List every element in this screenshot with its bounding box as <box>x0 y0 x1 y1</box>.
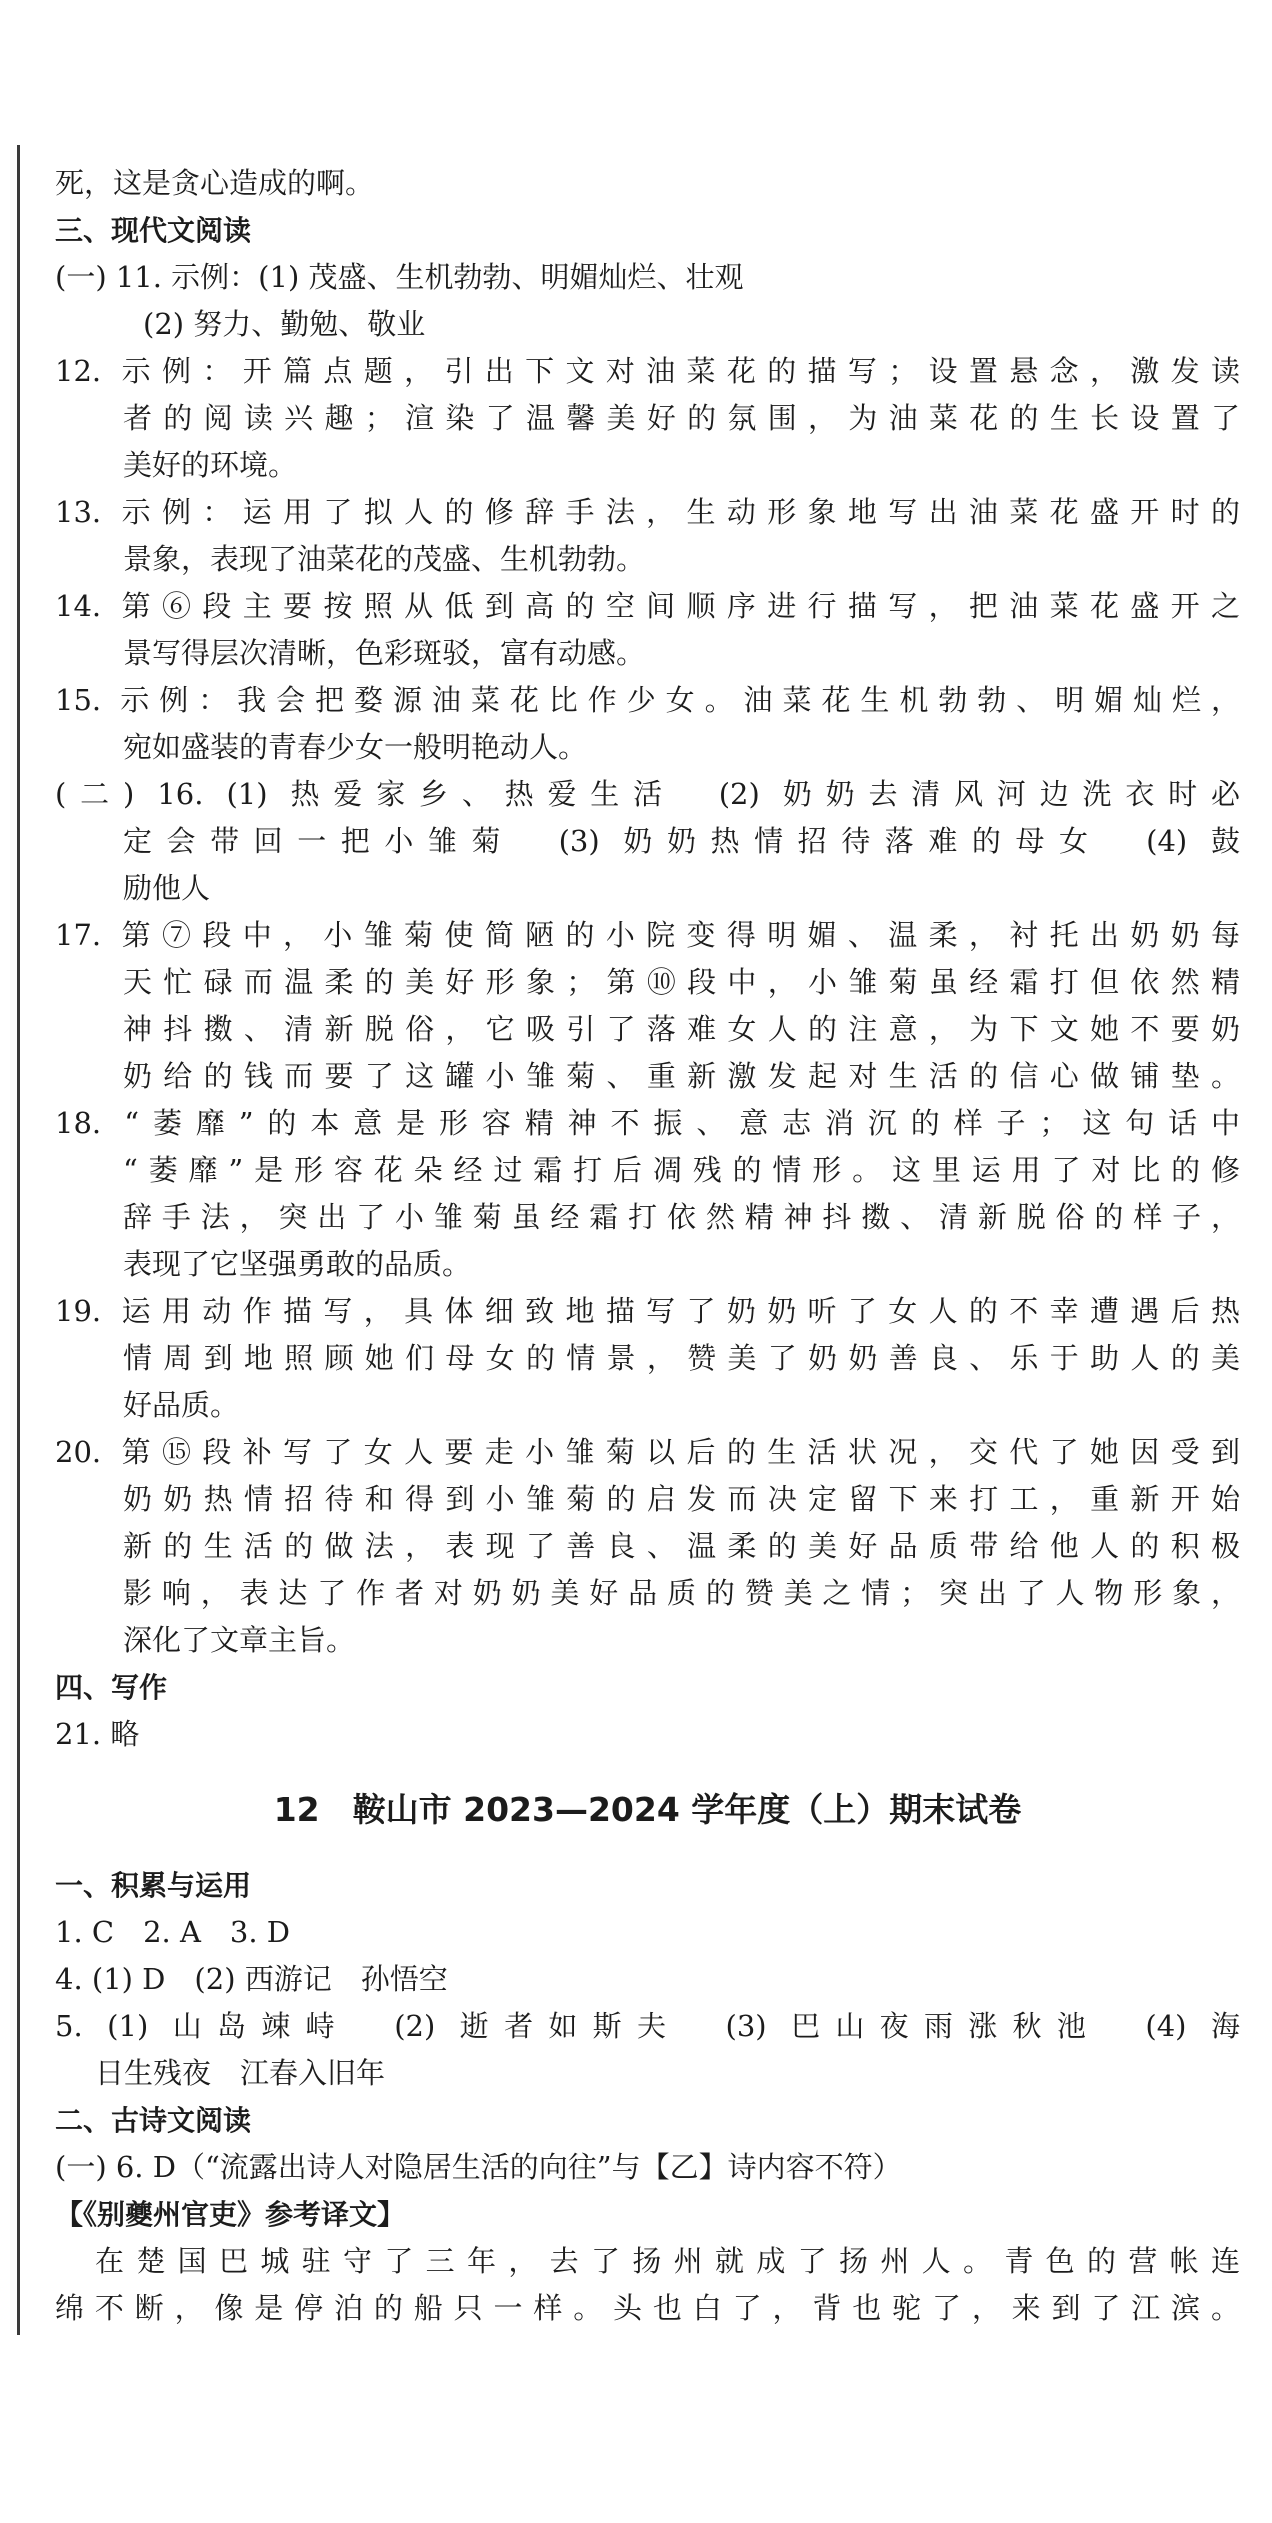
section-heading-classical-reading: 二、古诗文阅读 <box>55 2104 252 2137</box>
section-heading-writing: 四、写作 <box>55 1671 168 1704</box>
text-line: 表现了它坚强勇敢的品质。 <box>123 1247 472 1281</box>
text-line: 4. (1) D (2) 西游记 孙悟空 <box>55 1962 448 1996</box>
text-line: (一) 11. 示例：(1) 茂盛、生机勃勃、明媚灿烂、壮观 <box>55 260 744 294</box>
text-line: 美好的环境。 <box>123 448 298 482</box>
section-heading-accumulation: 一、积累与运用 <box>55 1869 252 1902</box>
translation-heading: 【《别夔州官吏》参考译文】 <box>55 2198 406 2231</box>
answer-page <box>55 160 1240 2332</box>
text-line: 12. 示例：开篇点题，引出下文对油菜花的描写；设置悬念，激发读 <box>55 354 1240 388</box>
text-line: 深化了文章主旨。 <box>123 1623 356 1657</box>
text-line: 20. 第⑮段补写了女人要走小雏菊以后的生活状况，交代了她因受到 <box>55 1435 1240 1469</box>
text-line: 18. “萎靡”的本意是形容精神不振、意志消沉的样子；这句话中 <box>55 1106 1240 1140</box>
text-line: 21. 略 <box>55 1717 140 1751</box>
text-line: 景象，表现了油菜花的茂盛、生机勃勃。 <box>123 542 646 576</box>
text-line: 宛如盛装的青春少女一般明艳动人。 <box>123 730 588 764</box>
text-line: 影响，表达了作者对奶奶美好品质的赞美之情；突出了人物形象， <box>123 1576 1240 1610</box>
text-line: 景写得层次清晰，色彩斑驳，富有动感。 <box>123 636 646 670</box>
text-line: 者的阅读兴趣；渲染了温馨美好的氛围，为油菜花的生长设置了 <box>123 401 1240 435</box>
text-line: 13. 示例：运用了拟人的修辞手法，生动形象地写出油菜花盛开时的 <box>55 495 1240 529</box>
text-line: 天忙碌而温柔的美好形象；第⑩段中，小雏菊虽经霜打但依然精 <box>123 965 1240 999</box>
text-line: (二) 16. (1) 热爱家乡、热爱生活 (2) 奶奶去清风河边洗衣时必 <box>55 777 1240 811</box>
text-line: 神抖擞、清新脱俗，它吸引了落难女人的注意，为下文她不要奶 <box>123 1012 1240 1046</box>
text-line: 辞手法，突出了小雏菊虽经霜打依然精神抖擞、清新脱俗的样子， <box>123 1200 1240 1234</box>
section-heading-modern-reading: 三、现代文阅读 <box>55 214 252 247</box>
page-margin-line <box>17 145 20 2335</box>
text-line: (2) 努力、勤勉、敬业 <box>143 307 426 341</box>
translation-line: 在楚国巴城驻守了三年，去了扬州就成了扬州人。青色的营帐连 <box>95 2244 1240 2278</box>
text-line: 好品质。 <box>123 1388 240 1422</box>
text-line: 励他人 <box>123 871 211 905</box>
text-line: 15. 示例：我会把婺源油菜花比作少女。油菜花生机勃勃、明媚灿烂， <box>55 683 1240 717</box>
translation-line: 绵不断，像是停泊的船只一样。头也白了，背也驼了，来到了江滨。 <box>55 2291 1240 2325</box>
text-line: 奶奶热情招待和得到小雏菊的启发而决定留下来打工，重新开始 <box>123 1482 1240 1516</box>
text-line: (一) 6. D（“流露出诗人对隐居生活的向往”与【乙】诗内容不符） <box>55 2150 902 2184</box>
text-line: 新的生活的做法，表现了善良、温柔的美好品质带给他人的积极 <box>123 1529 1240 1563</box>
text-line: 奶给的钱而要了这罐小雏菊、重新激发起对生活的信心做铺垫。 <box>123 1059 1240 1093</box>
exam-title: 12 鞍山市 2023—2024 学年度（上）期末试卷 <box>273 1790 1022 1829</box>
text-line: 1. C 2. A 3. D <box>55 1915 291 1949</box>
text-line: 19. 运用动作描写，具体细致地描写了奶奶听了女人的不幸遭遇后热 <box>55 1294 1240 1328</box>
text-line: 14. 第⑥段主要按照从低到高的空间顺序进行描写，把油菜花盛开之 <box>55 589 1240 623</box>
text-line: 5. (1) 山岛竦峙 (2) 逝者如斯夫 (3) 巴山夜雨涨秋池 (4) 海 <box>55 2009 1240 2043</box>
text-line: 17. 第⑦段中，小雏菊使简陋的小院变得明媚、温柔，衬托出奶奶每 <box>55 918 1240 952</box>
text-line: 定会带回一把小雏菊 (3) 奶奶热情招待落难的母女 (4) 鼓 <box>123 824 1240 858</box>
text-line: “萎靡”是形容花朵经过霜打后凋残的情形。这里运用了对比的修 <box>123 1153 1240 1187</box>
text-line: 死，这是贪心造成的啊。 <box>55 166 375 200</box>
text-line: 情周到地照顾她们母女的情景，赞美了奶奶善良、乐于助人的美 <box>123 1341 1240 1375</box>
text-line: 日生残夜 江春入旧年 <box>95 2056 386 2090</box>
